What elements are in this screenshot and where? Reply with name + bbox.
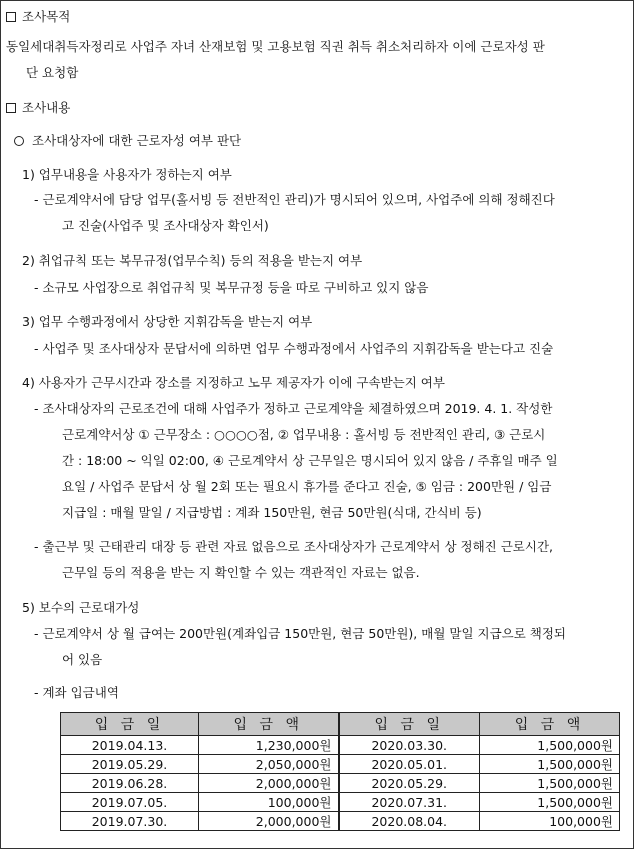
deposit-date-cell: 2020.08.04. (339, 812, 480, 831)
checkbox-square-icon (6, 12, 16, 22)
item1-title: 1) 업무내용을 사용자가 정하는지 여부 (22, 167, 232, 182)
item5-a-line2: 어 있음 (62, 652, 103, 667)
deposit-amount-cell: 2,000,000원 (199, 812, 339, 831)
deposit-amount-cell: 1,500,000원 (480, 755, 620, 774)
item3-line1: - 사업주 및 조사대상자 문답서에 의하면 업무 수행과정에서 사업주의 지휘감독을 받는다고 진술 (34, 341, 554, 356)
item4-a-line3: 간 : 18:00 ~ 익일 02:00, ④ 근로계약서 상 근무일은 명시되어 있지 않음 / 주휴일 매주 일 (62, 453, 558, 468)
item5-a-line1: - 근로계약서 상 월 급여는 200만원(계좌입금 150만원, 현금 50만원), 매월 말일 지급으로 책정되 (34, 626, 566, 641)
deposit-amount-cell: 1,230,000원 (199, 736, 339, 755)
item2-line1: - 소규모 사업장으로 취업규칙 및 복무규정 등을 따로 구비하고 있지 않음 (34, 280, 429, 295)
deposit-amount-cell: 1,500,000원 (480, 793, 620, 812)
deposit-date-cell: 2020.05.01. (339, 755, 480, 774)
item4-a-line4: 요일 / 사업주 문답서 상 월 2회 또는 필요시 휴가를 준다고 진술, ⑤ 임금 : 200만원 / 임금 (62, 479, 552, 494)
item4-a-line5: 지급일 : 매월 말일 / 지급방법 : 계좌 150만원, 현금 50만원(식대, 간식비 등) (62, 505, 482, 520)
item1-line2: 고 진술(사업주 및 조사대상자 확인서) (62, 218, 269, 233)
deposit-date-cell: 2020.07.31. (339, 793, 480, 812)
table-row (61, 793, 620, 812)
deposit-table-wrap (60, 712, 619, 831)
item4-a-line2: 근로계약서상 ① 근무장소 : ○○○○점, ② 업무내용 : 홀서빙 등 전반적인 관리, ③ 근로시 (62, 427, 546, 442)
item1-line1: - 근로계약서에 담당 업무(홀서빙 등 전반적인 관리)가 명시되어 있으며, 사업주에 의해 정해진다 (34, 192, 555, 207)
item5-b-line1: - 계좌 입금내역 (34, 685, 119, 700)
table-header-row (61, 713, 620, 736)
item5-title: 5) 보수의 근로대가성 (22, 600, 140, 615)
circle-bullet-icon (14, 136, 24, 146)
checkbox-square-icon (6, 103, 16, 113)
header-deposit-amount: 입 금 액 (199, 713, 339, 736)
content-subheading: 조사대상자에 대한 근로자성 여부 판단 (14, 132, 241, 150)
deposit-amount-cell: 100,000원 (480, 812, 620, 831)
deposit-table (60, 712, 620, 831)
purpose-body-line2: 단 요청함 (26, 65, 79, 80)
deposit-date-cell: 2019.06.28. (61, 774, 199, 793)
content-heading: 조사내용 (6, 99, 70, 117)
item2-title: 2) 취업규칙 또는 복무규정(업무수칙) 등의 적용을 받는지 여부 (22, 253, 363, 268)
deposit-amount-cell: 2,000,000원 (199, 774, 339, 793)
deposit-date-cell: 2020.03.30. (339, 736, 480, 755)
item4-b-line2: 근무일 등의 적용을 받는 지 확인할 수 있는 객관적인 자료는 없음. (62, 565, 420, 580)
deposit-date-cell: 2019.05.29. (61, 755, 199, 774)
deposit-amount-cell: 2,050,000원 (199, 755, 339, 774)
item3-title: 3) 업무 수행과정에서 상당한 지휘감독을 받는지 여부 (22, 314, 313, 329)
item4-a-line1: - 조사대상자의 근로조건에 대해 사업주가 정하고 근로계약을 체결하였으며 2019. 4. 1. 작성한 (34, 401, 553, 416)
header-deposit-date: 입 금 일 (339, 713, 480, 736)
purpose-body-line1: 동일세대취득자정리로 사업주 자녀 산재보험 및 고용보험 직권 취득 취소처리하자 이에 근로자성 판 (6, 39, 545, 54)
deposit-date-cell: 2019.04.13. (61, 736, 199, 755)
deposit-date-cell: 2019.07.30. (61, 812, 199, 831)
purpose-heading: 조사목적 (6, 8, 70, 26)
deposit-date-cell: 2019.07.05. (61, 793, 199, 812)
item4-b-line1: - 출근부 및 근태관리 대장 등 관련 자료 없음으로 조사대상자가 근로계약서 상 정해진 근로시간, (34, 539, 553, 554)
header-deposit-amount: 입 금 액 (480, 713, 620, 736)
table-row (61, 736, 620, 755)
item4-title: 4) 사용자가 근무시간과 장소를 지정하고 노무 제공자가 이에 구속받는지 여부 (22, 375, 445, 390)
header-deposit-date: 입 금 일 (61, 713, 199, 736)
deposit-amount-cell: 1,500,000원 (480, 774, 620, 793)
table-row (61, 755, 620, 774)
table-row (61, 812, 620, 831)
deposit-amount-cell: 1,500,000원 (480, 736, 620, 755)
deposit-amount-cell: 100,000원 (199, 793, 339, 812)
table-row (61, 774, 620, 793)
deposit-date-cell: 2020.05.29. (339, 774, 480, 793)
